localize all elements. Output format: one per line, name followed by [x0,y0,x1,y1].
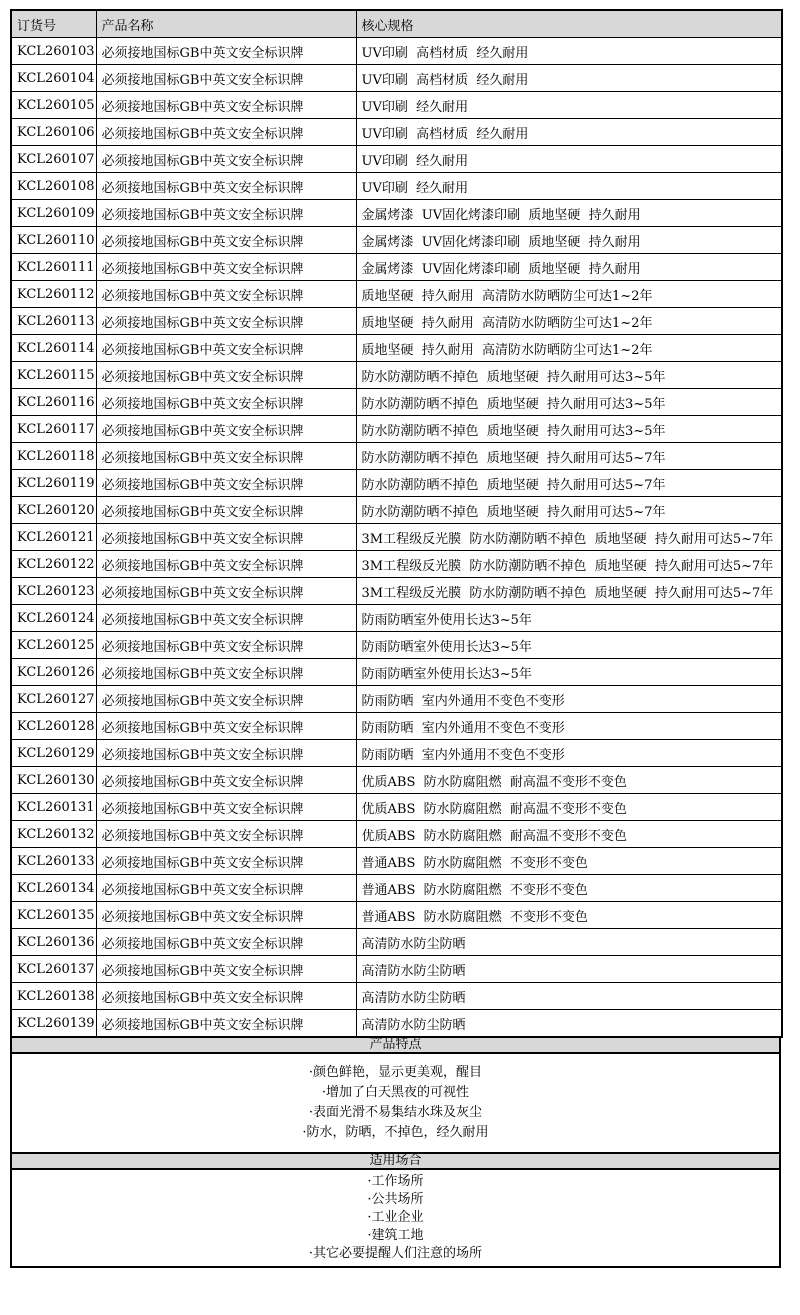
order-code-cell: KCL260108 [11,173,96,200]
feature-item: ·防水，防晒，不掉色，经久耐用 [302,1125,489,1140]
table-row [11,740,782,767]
table-row [11,65,782,92]
table-row [11,875,782,902]
table-row [11,308,782,335]
order-code-cell: KCL260130 [11,767,96,794]
product-name-cell: 必须接地国标GB中英文安全标识牌 [96,173,356,200]
product-name-cell: 必须接地国标GB中英文安全标识牌 [96,524,356,551]
spec-cell: UV印刷 高档材质 经久耐用 [356,65,782,92]
order-code-cell: KCL260131 [11,794,96,821]
product-spec-sheet [10,9,781,1268]
order-code-cell: KCL260129 [11,740,96,767]
spec-cell: 高清防水防尘防晒 [356,983,782,1010]
table-row [11,362,782,389]
spec-cell: 高清防水防尘防晒 [356,1010,782,1038]
product-name-cell: 必须接地国标GB中英文安全标识牌 [96,929,356,956]
spec-cell: 金属烤漆 UV固化烤漆印刷 质地坚硬 持久耐用 [356,200,782,227]
order-code-cell: KCL260135 [11,902,96,929]
product-table-body [11,38,782,1038]
order-code-cell: KCL260110 [11,227,96,254]
table-row [11,902,782,929]
product-name-cell: 必须接地国标GB中英文安全标识牌 [96,389,356,416]
spec-cell: 金属烤漆 UV固化烤漆印刷 质地坚硬 持久耐用 [356,227,782,254]
spec-cell: 防雨防晒室外使用长达3~5年 [356,659,782,686]
features-section-header: 产品特点 [10,1038,781,1054]
order-code-cell: KCL260136 [11,929,96,956]
spec-cell: 高清防水防尘防晒 [356,929,782,956]
product-name-cell: 必须接地国标GB中英文安全标识牌 [96,281,356,308]
table-row [11,389,782,416]
table-row [11,983,782,1010]
table-row [11,335,782,362]
table-row [11,605,782,632]
order-code-cell: KCL260106 [11,119,96,146]
product-name-cell: 必须接地国标GB中英文安全标识牌 [96,1010,356,1038]
table-row [11,416,782,443]
order-code-cell: KCL260115 [11,362,96,389]
product-name-cell: 必须接地国标GB中英文安全标识牌 [96,578,356,605]
order-code-cell: KCL260127 [11,686,96,713]
product-name-cell: 必须接地国标GB中英文安全标识牌 [96,362,356,389]
spec-cell: 防水防潮防晒不掉色 质地坚硬 持久耐用可达3~5年 [356,416,782,443]
spec-cell: UV印刷 经久耐用 [356,146,782,173]
occasion-item: ·工业企业 [367,1210,424,1225]
order-code-cell: KCL260119 [11,470,96,497]
order-code-cell: KCL260125 [11,632,96,659]
product-name-cell: 必须接地国标GB中英文安全标识牌 [96,227,356,254]
order-code-cell: KCL260107 [11,146,96,173]
spec-cell: UV印刷 高档材质 经久耐用 [356,119,782,146]
spec-cell: 防雨防晒室外使用长达3~5年 [356,605,782,632]
occasion-item: ·其它必要提醒人们注意的场所 [308,1246,483,1261]
spec-cell: UV印刷 高档材质 经久耐用 [356,38,782,65]
column-header-product-name: 产品名称 [96,10,356,38]
spec-cell: 高清防水防尘防晒 [356,956,782,983]
product-name-cell: 必须接地国标GB中英文安全标识牌 [96,38,356,65]
product-name-cell: 必须接地国标GB中英文安全标识牌 [96,659,356,686]
product-name-cell: 必须接地国标GB中英文安全标识牌 [96,254,356,281]
product-name-cell: 必须接地国标GB中英文安全标识牌 [96,794,356,821]
product-name-cell: 必须接地国标GB中英文安全标识牌 [96,902,356,929]
spec-cell: 3M工程级反光膜 防水防潮防晒不掉色 质地坚硬 持久耐用可达5~7年 [356,578,782,605]
product-name-cell: 必须接地国标GB中英文安全标识牌 [96,497,356,524]
product-name-cell: 必须接地国标GB中英文安全标识牌 [96,146,356,173]
product-name-cell: 必须接地国标GB中英文安全标识牌 [96,92,356,119]
spec-cell: 防水防潮防晒不掉色 质地坚硬 持久耐用可达5~7年 [356,497,782,524]
product-name-cell: 必须接地国标GB中英文安全标识牌 [96,740,356,767]
product-name-cell: 必须接地国标GB中英文安全标识牌 [96,200,356,227]
product-name-cell: 必须接地国标GB中英文安全标识牌 [96,308,356,335]
product-name-cell: 必须接地国标GB中英文安全标识牌 [96,956,356,983]
table-row [11,929,782,956]
order-code-cell: KCL260126 [11,659,96,686]
order-code-cell: KCL260134 [11,875,96,902]
product-name-cell: 必须接地国标GB中英文安全标识牌 [96,551,356,578]
table-row [11,686,782,713]
order-code-cell: KCL260113 [11,308,96,335]
product-name-cell: 必须接地国标GB中英文安全标识牌 [96,605,356,632]
table-row [11,821,782,848]
spec-cell: 普通ABS 防水防腐阻燃 不变形不变色 [356,902,782,929]
order-code-cell: KCL260123 [11,578,96,605]
table-row [11,659,782,686]
order-code-cell: KCL260122 [11,551,96,578]
order-code-cell: KCL260105 [11,92,96,119]
table-row [11,956,782,983]
table-row [11,254,782,281]
spec-cell: UV印刷 经久耐用 [356,92,782,119]
table-row [11,173,782,200]
table-row [11,767,782,794]
spec-cell: 优质ABS 防水防腐阻燃 耐高温不变形不变色 [356,767,782,794]
product-name-cell: 必须接地国标GB中英文安全标识牌 [96,119,356,146]
product-name-cell: 必须接地国标GB中英文安全标识牌 [96,875,356,902]
table-row [11,848,782,875]
order-code-cell: KCL260114 [11,335,96,362]
order-code-cell: KCL260109 [11,200,96,227]
spec-cell: 优质ABS 防水防腐阻燃 耐高温不变形不变色 [356,821,782,848]
order-code-cell: KCL260121 [11,524,96,551]
order-code-cell: KCL260124 [11,605,96,632]
order-code-cell: KCL260116 [11,389,96,416]
table-row [11,38,782,65]
occasion-item: ·建筑工地 [367,1228,424,1243]
order-code-cell: KCL260132 [11,821,96,848]
order-code-cell: KCL260133 [11,848,96,875]
occasion-item: ·公共场所 [367,1192,424,1207]
product-name-cell: 必须接地国标GB中英文安全标识牌 [96,821,356,848]
order-code-cell: KCL260137 [11,956,96,983]
product-name-cell: 必须接地国标GB中英文安全标识牌 [96,416,356,443]
order-code-cell: KCL260112 [11,281,96,308]
product-name-cell: 必须接地国标GB中英文安全标识牌 [96,65,356,92]
spec-cell: 3M工程级反光膜 防水防潮防晒不掉色 质地坚硬 持久耐用可达5~7年 [356,524,782,551]
order-code-cell: KCL260117 [11,416,96,443]
order-code-cell: KCL260139 [11,1010,96,1038]
product-name-cell: 必须接地国标GB中英文安全标识牌 [96,983,356,1010]
product-table [10,9,783,1038]
spec-cell: 防水防潮防晒不掉色 质地坚硬 持久耐用可达3~5年 [356,389,782,416]
order-code-cell: KCL260103 [11,38,96,65]
order-code-cell: KCL260138 [11,983,96,1010]
spec-cell: 质地坚硬 持久耐用 高清防水防晒防尘可达1~2年 [356,281,782,308]
spec-cell: 防雨防晒 室内外通用不变色不变形 [356,740,782,767]
product-name-cell: 必须接地国标GB中英文安全标识牌 [96,767,356,794]
occasions-section-header: 适用场合 [10,1154,781,1170]
header-row [11,10,782,38]
table-row [11,92,782,119]
order-code-cell: KCL260104 [11,65,96,92]
table-row [11,524,782,551]
spec-cell: 普通ABS 防水防腐阻燃 不变形不变色 [356,848,782,875]
table-row [11,497,782,524]
spec-cell: 金属烤漆 UV固化烤漆印刷 质地坚硬 持久耐用 [356,254,782,281]
table-row [11,578,782,605]
product-name-cell: 必须接地国标GB中英文安全标识牌 [96,443,356,470]
table-row [11,470,782,497]
table-row [11,443,782,470]
table-row [11,794,782,821]
occasion-item: ·工作场所 [367,1174,424,1189]
spec-cell: 3M工程级反光膜 防水防潮防晒不掉色 质地坚硬 持久耐用可达5~7年 [356,551,782,578]
table-header [11,10,782,38]
order-code-cell: KCL260120 [11,497,96,524]
table-row [11,227,782,254]
product-name-cell: 必须接地国标GB中英文安全标识牌 [96,713,356,740]
column-header-order-no: 订货号 [11,10,96,38]
spec-cell: 普通ABS 防水防腐阻燃 不变形不变色 [356,875,782,902]
spec-cell: 优质ABS 防水防腐阻燃 耐高温不变形不变色 [356,794,782,821]
spec-cell: 防水防潮防晒不掉色 质地坚硬 持久耐用可达5~7年 [356,443,782,470]
column-header-core-spec: 核心规格 [356,10,782,38]
table-row [11,551,782,578]
spec-cell: 质地坚硬 持久耐用 高清防水防晒防尘可达1~2年 [356,335,782,362]
order-code-cell: KCL260111 [11,254,96,281]
table-row [11,281,782,308]
spec-cell: 防雨防晒室外使用长达3~5年 [356,632,782,659]
occasions-section-body [10,1170,781,1268]
table-row [11,1010,782,1038]
feature-item: ·增加了白天黑夜的可视性 [321,1085,470,1100]
spec-cell: 防雨防晒 室内外通用不变色不变形 [356,686,782,713]
table-row [11,119,782,146]
spec-cell: 防水防潮防晒不掉色 质地坚硬 持久耐用可达5~7年 [356,470,782,497]
product-name-cell: 必须接地国标GB中英文安全标识牌 [96,335,356,362]
table-row [11,146,782,173]
table-row [11,632,782,659]
spec-cell: UV印刷 经久耐用 [356,173,782,200]
order-code-cell: KCL260118 [11,443,96,470]
feature-item: ·表面光滑不易集结水珠及灰尘 [308,1105,483,1120]
order-code-cell: KCL260128 [11,713,96,740]
spec-cell: 防雨防晒 室内外通用不变色不变形 [356,713,782,740]
product-name-cell: 必须接地国标GB中英文安全标识牌 [96,632,356,659]
table-row [11,713,782,740]
spec-cell: 质地坚硬 持久耐用 高清防水防晒防尘可达1~2年 [356,308,782,335]
features-section-body [10,1054,781,1154]
table-row [11,200,782,227]
product-name-cell: 必须接地国标GB中英文安全标识牌 [96,686,356,713]
product-name-cell: 必须接地国标GB中英文安全标识牌 [96,848,356,875]
product-name-cell: 必须接地国标GB中英文安全标识牌 [96,470,356,497]
spec-cell: 防水防潮防晒不掉色 质地坚硬 持久耐用可达3~5年 [356,362,782,389]
feature-item: ·颜色鲜艳，显示更美观，醒目 [308,1065,483,1080]
